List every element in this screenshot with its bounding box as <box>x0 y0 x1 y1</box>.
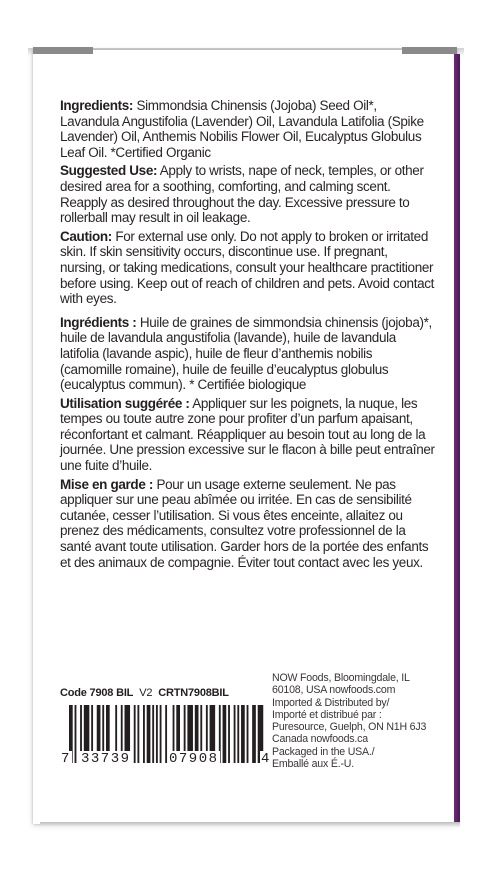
caution-text: For external use only. Do not apply to broken or irritated skin. If skin sensitivity occurs, discontinue use. If pregnant, nursing, or taking medications, consult your healthcare practitioner before using. Keep out of reach of children and pets. Avoid contact with eyes. <box>60 228 435 307</box>
box-tab-left <box>33 47 93 54</box>
distributor-line: Importé et distribué par : <box>272 708 382 721</box>
barcode-digit-last: 4 <box>261 751 271 767</box>
barcode-bar <box>252 705 256 763</box>
label-text <box>60 98 435 573</box>
barcode-bar <box>241 705 245 763</box>
distributor-line: Imported & Distributed by/ <box>272 696 390 709</box>
barcode-bar <box>152 705 154 763</box>
barcode-digits-left: 33739 <box>81 751 131 767</box>
warning-fr-label: Mise en garde : <box>60 476 154 492</box>
label-footer <box>60 672 445 802</box>
box-side-edge <box>454 54 460 824</box>
caution-label: Caution: <box>60 228 112 244</box>
version-code: V2 <box>139 687 153 699</box>
usage-fr-section <box>60 396 435 474</box>
barcode <box>60 705 270 777</box>
usage-fr-label: Utilisation suggérée : <box>60 395 190 411</box>
warning-fr-text: Pour un usage externe seulement. Ne pas appliquer sur une peau abîmée ou irritée. En cas de sensibilité cutanée, cesser l’utilisation. Si vous êtes enceinte, allaitez ou prenez des médicaments, consultez votre professionnel de la santé avant toute utilisation. Garder hors de la portée des enfants et des animaux de compagnie. Éviter tout contact avec les yeux. <box>60 476 429 570</box>
barcode-digits-right: 07908 <box>169 751 219 767</box>
suggested-use-text: Apply to wrists, nape of neck, temples, or other desired area for a soothing, comforting, and calming scent. Reapply as desired throughout the day. Excessive pressure to rollerball may result in oil leakage. <box>60 163 424 226</box>
product-code: Code 7908 BIL <box>60 687 134 699</box>
usage-fr-text: Appliquer sur les poignets, la nuque, les tempes ou toute autre zone pour profiter d’un parfum apaisant, réconfortant et calmant. Réappliquer au besoin tout au long de la journée. Une pression excessive sur le flacon à bille peut entraîner une fuite d’huile. <box>60 395 435 474</box>
barcode-bar <box>237 705 239 763</box>
ingredients-section <box>60 98 435 160</box>
barcode-bar <box>137 705 139 763</box>
ingredients-fr-section <box>60 315 435 393</box>
barcode-digit-first: 7 <box>61 751 71 767</box>
barcode-bar <box>160 705 162 763</box>
caution-section <box>60 229 435 307</box>
box-tab-right <box>402 47 457 54</box>
product-codes <box>60 687 229 699</box>
distributor-line: Canada nowfoods.ca <box>272 733 368 746</box>
ingredients-label: Ingredients: <box>60 98 134 113</box>
ingredients-text: Simmondsia Chinensis (Jojoba) Seed Oil*, Lavandula Angustifolia (Lavender) Oil, Lavandula Latifolia (Spike Lavender) Oil, Anthemis Nobilis Flower Oil, Eucalyptus Globulus Leaf Oil. *Certified Organic <box>60 98 424 160</box>
suggested-use-section <box>60 163 435 225</box>
ingredients-fr-label: Ingrédients : <box>60 314 137 330</box>
suggested-use-label: Suggested Use: <box>60 163 158 179</box>
barcode-bar <box>234 705 236 763</box>
barcode-bar <box>143 705 145 763</box>
barcode-bar <box>156 705 158 763</box>
distributor-line: NOW Foods, Bloomingdale, IL <box>272 672 410 684</box>
distributor-line: Packaged in the USA./ <box>272 745 375 758</box>
carton-code: CRTN7908BIL <box>158 687 229 699</box>
barcode-bar <box>228 705 230 763</box>
distributor-info <box>272 672 447 770</box>
barcode-bar <box>223 705 227 763</box>
distributor-line: 60108, USA nowfoods.com <box>272 684 396 697</box>
box-bottom-shadow <box>40 822 460 828</box>
warning-fr-section <box>60 477 435 571</box>
distributor-line: Puresource, Guelph, ON N1H 6J3 <box>272 721 427 734</box>
barcode-bar <box>75 705 77 763</box>
barcode-bar <box>134 705 136 763</box>
barcode-bar <box>165 705 167 763</box>
ingredients-fr-text: Huile de graines de simmondsia chinensis (jojoba)*, huile de lavandula angustifolia (lavande), huile de lavandula latifolia (lavande aspic), huile de fleur d’anthemis nobilis (camomille romaine), huile de feuille d’eucalyptus globulus (eucalyptus commun). * Certifiée biologique <box>60 314 432 393</box>
barcode-bar <box>147 705 151 763</box>
distributor-line: Emballé aux É.-U. <box>272 758 354 771</box>
barcode-bar <box>247 705 249 763</box>
